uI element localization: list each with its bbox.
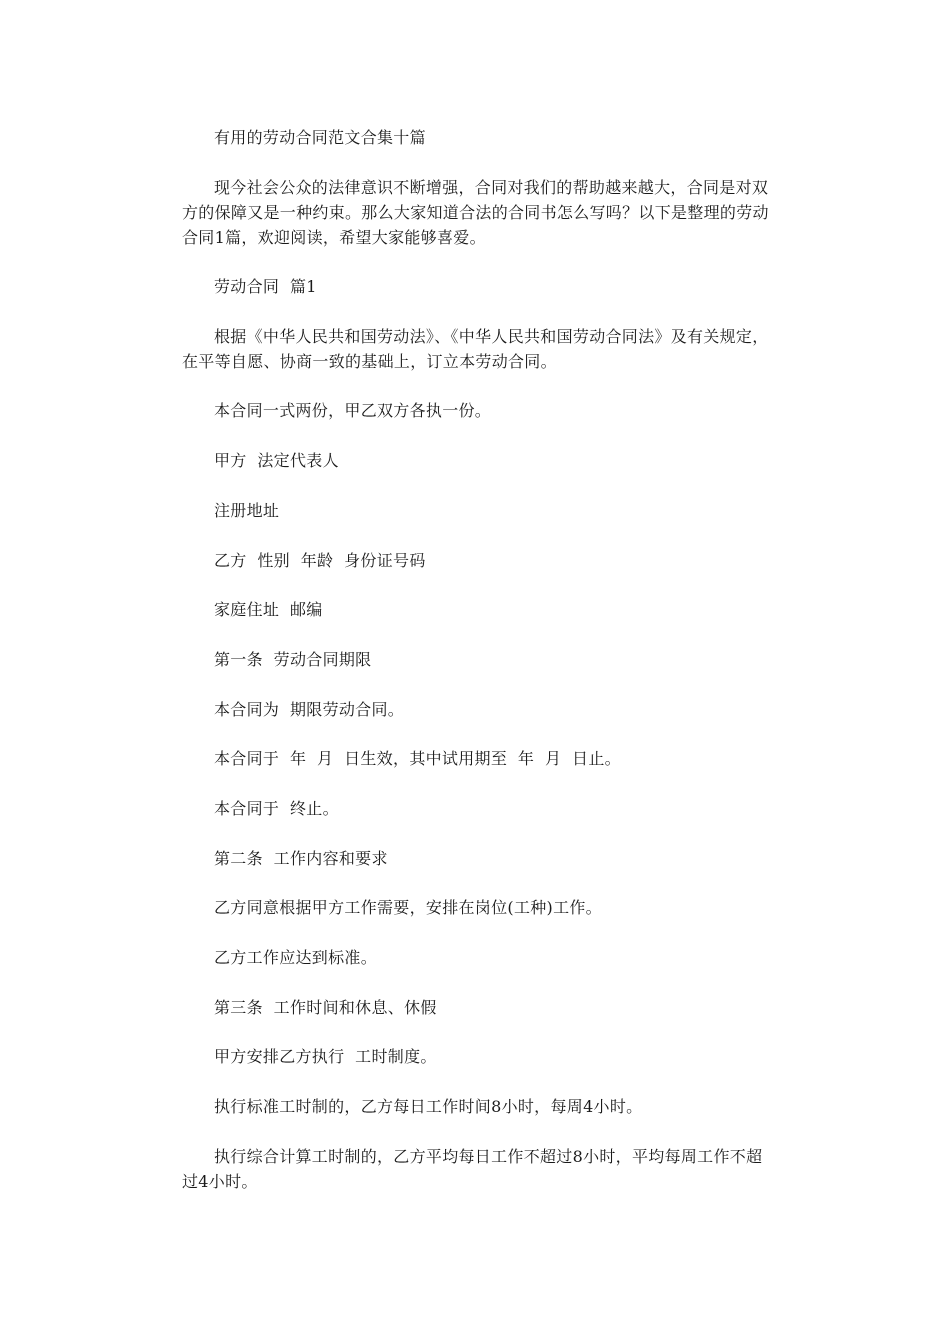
paragraph: 本合同于 终止。: [214, 799, 339, 818]
paragraph: 甲方 法定代表人: [214, 451, 339, 470]
paragraph: 乙方工作应达到标准。: [214, 948, 378, 967]
paragraph: 注册地址: [214, 501, 280, 520]
paragraph: 甲方安排乙方执行 工时制度。: [214, 1047, 437, 1066]
intro-paragraph: 现今社会公众的法律意识不断增强，合同对我们的帮助越来越大，合同是对双方的保障又是一种约束。那么大家知道合法的合同书怎么写吗？以下是整理的劳动合同1篇，欢迎阅读，希望大家能够喜爱。: [182, 178, 769, 247]
paragraph: 乙方同意根据甲方工作需要，安排在岗位(工种)工作。: [214, 898, 602, 917]
article-heading: 第二条 工作内容和要求: [214, 849, 388, 868]
paragraph: 家庭住址 邮编: [214, 600, 323, 619]
paragraph: 本合同一式两份，甲乙双方各执一份。: [214, 401, 492, 420]
paragraph: 根据《中华人民共和国劳动法》、《中华人民共和国劳动合同法》及有关规定，在平等自愿、协商一致的基础上，订立本劳动合同。: [182, 327, 769, 371]
article-heading: 第一条 劳动合同期限: [214, 650, 372, 669]
article-heading: 第三条 工作时间和休息、休假: [214, 998, 437, 1017]
document-title: 有用的劳动合同范文合集十篇: [214, 128, 426, 147]
paragraph: 执行综合计算工时制的，乙方平均每日工作不超过8小时，平均每周工作不超过4小时。: [182, 1147, 763, 1191]
paragraph: 本合同为 期限劳动合同。: [214, 700, 405, 719]
paragraph: 执行标准工时制的，乙方每日工作时间8小时，每周4小时。: [214, 1097, 643, 1116]
paragraph: 乙方 性别 年龄 身份证号码: [214, 551, 426, 570]
paragraph: 本合同于 年 月 日生效，其中试用期至 年 月 日止。: [214, 749, 621, 768]
section-heading: 劳动合同 篇1: [214, 277, 317, 296]
